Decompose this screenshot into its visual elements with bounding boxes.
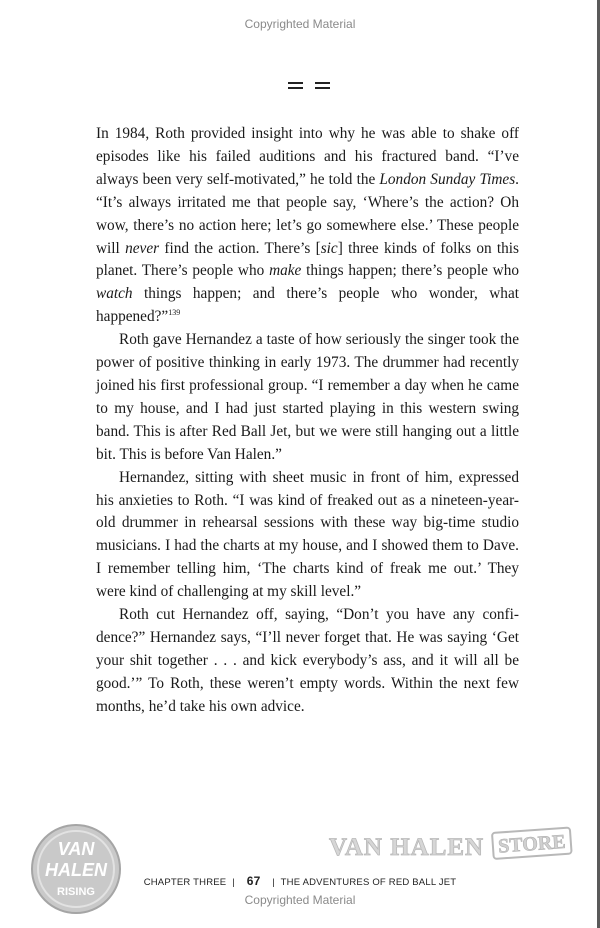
italic-text: sic [320, 239, 338, 257]
italic-text: never [125, 239, 160, 257]
footer-separator: | [272, 877, 275, 888]
paragraph [96, 329, 519, 466]
text-run: Hernandez, sitting with sheet music in front of him, expressed his anxieties to Roth. “I was kind of freaked out as a nineteen-year-old drummer in rehearsal sessions with these way big-time studio musicians. I had the charts at my house, and I showed them to Dave. I remember telling him, ‘The charts kind of freak me out.’ They were kind of challenging at my skill level.” [96, 468, 519, 601]
footer-separator: | [232, 877, 235, 888]
italic-text: make [269, 262, 302, 280]
svg-text:VAN: VAN [57, 839, 95, 859]
italic-text: London Sunday Times [379, 170, 516, 188]
text-run: things happen; and there’s people who wonder, what happened?” [96, 285, 519, 326]
footnote-marker: 139 [168, 308, 181, 318]
copyright-watermark-top: Copyrighted Material [244, 17, 356, 31]
section-ornament [288, 80, 330, 92]
van-halen-store-logo [327, 825, 577, 865]
text-run: ] three kinds of folks on this planet. There’s people who [96, 239, 520, 280]
body-text [96, 123, 519, 719]
svg-text:STORE: STORE [497, 830, 567, 858]
text-run: Roth gave Hernandez a taste of how seriously the singer took the power of positive thinking in early 1973. The drummer had recently joined his first professional group. “I remember a day when he came to my house, and I had just started playing in this western swing band. This is after Red Ball Jet, but we were still hanging out a little bit. This is before Van Halen.” [96, 331, 519, 463]
paragraph [96, 123, 519, 329]
svg-text:HALEN: HALEN [45, 860, 107, 880]
svg-text:VAN HALEN: VAN HALEN [329, 834, 485, 861]
text-run: Roth cut Hernandez off, saying, “Don’t you have any confidence?” Hernandez says, “I’ll never forget that. He was saying ‘Get your shit together . . . and kick everybody’s ass, and it will all be good.’” To Roth, these weren’t empty words. Within the next few months, he’d take his own advice. [96, 606, 519, 715]
italic-text: watch [96, 285, 133, 303]
copyright-watermark-bottom: Copyrighted Material [244, 893, 356, 907]
text-run: find the action. There’s [ [159, 239, 321, 257]
van-halen-rising-logo [30, 823, 122, 915]
text-run: things happen; there’s people who [301, 262, 519, 280]
text-run: . “It’s always irritated me that people say, ‘Where’s the action? Oh wow, there’s no action here; let’s go somewhere else.’ These people will [96, 170, 519, 257]
text-run: In 1984, Roth provided insight into why he was able to shake off episodes like his failed auditions and his fractured band. “I’ve always been very self-motivated,” he told the [96, 125, 519, 188]
footer-title: THE ADVENTURES OF RED BALL JET [280, 877, 457, 888]
page-number: 67 [246, 874, 261, 888]
paragraph [96, 467, 519, 604]
svg-text:RISING: RISING [57, 886, 95, 898]
footer-chapter: CHAPTER THREE [143, 877, 227, 888]
paragraph [96, 604, 519, 719]
